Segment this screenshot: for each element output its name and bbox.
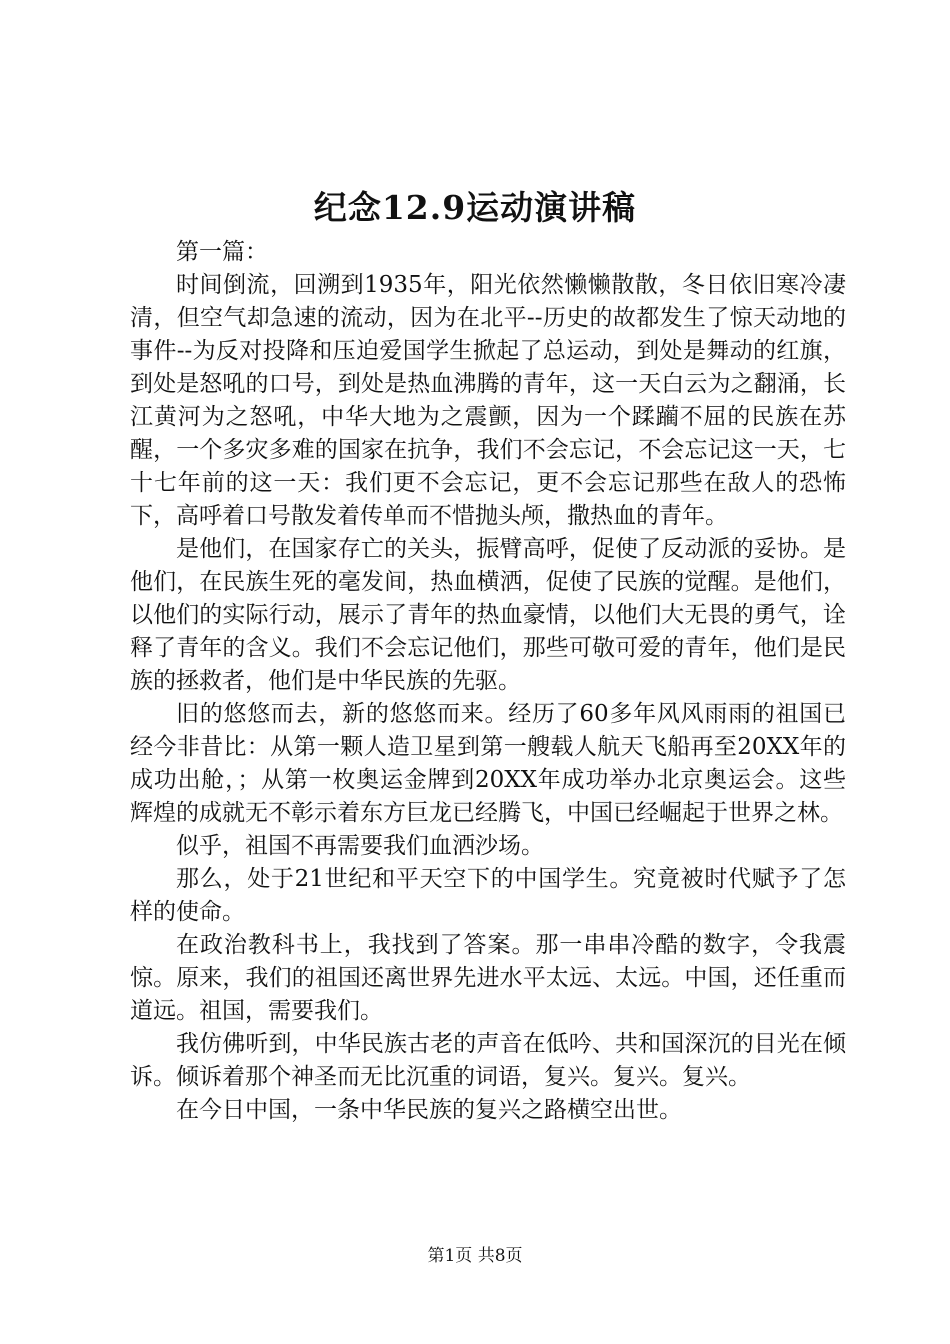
paragraph: 旧的悠悠而去，新的悠悠而来。经历了60多年风风雨雨的祖国已经今非昔比：从第一颗人造卫星到第一艘载人航天飞船再至20XX年的成功出舱，；从第一枚奥运金牌到20XX年成功举办北京奥运会。这些辉煌的成就无不彰示着东方巨龙已经腾飞，中国已经崛起于世界之林。 bbox=[130, 701, 846, 826]
document-title: 纪念12.9运动演讲稿 bbox=[313, 188, 637, 227]
paragraph: 我仿佛听到，中华民族古老的声音在低吟、共和国深沉的目光在倾诉。倾诉着那个神圣而无比沉重的词语，复兴。复兴。复兴。 bbox=[130, 1031, 846, 1090]
page-number-footer: 第1页 共8页 bbox=[427, 1246, 523, 1266]
paragraph: 似乎，祖国不再需要我们血洒沙场。 bbox=[176, 833, 544, 859]
paragraph: 是他们，在国家存亡的关头，振臂高呼，促使了反动派的妥协。是他们，在民族生死的毫发间，热血横洒，促使了民族的觉醒。是他们，以他们的实际行动，展示了青年的热血豪情，以他们大无畏的勇气，诠释了青年的含义。我们不会忘记他们，那些可敬可爱的青年，他们是民族的拯救者，他们是中华民族的先驱。 bbox=[130, 536, 846, 694]
paragraph: 在今日中国，一条中华民族的复兴之路横空出世。 bbox=[176, 1097, 682, 1123]
paragraph: 时间倒流，回溯到1935年，阳光依然懒懒散散，冬日依旧寒冷凄清，但空气却急速的流动，因为在北平--历史的故都发生了惊天动地的事件--为反对投降和压迫爱国学生掀起了总运动，到处是舞动的红旗，到处是怒吼的口号，到处是热血沸腾的青年，这一天白云为之翻涌，长江黄河为之怒吼，中华大地为之震颤，因为一个蹂躏不屈的民族在苏醒，一个多灾多难的国家在抗争，我们不会忘记，不会忘记这一天，七十七年前的这一天：我们更不会忘记，更不会忘记那些在敌人的恐怖下，高呼着口号散发着传单而不惜抛头颅，撒热血的青年。 bbox=[130, 272, 846, 529]
paragraph: 在政治教科书上，我找到了答案。那一串串冷酷的数字，令我震惊。原来，我们的祖国还离世界先进水平太远、太远。中国，还任重而道远。祖国，需要我们。 bbox=[130, 932, 846, 1024]
document-body bbox=[130, 236, 846, 1127]
paragraph: 第一篇： bbox=[176, 239, 268, 265]
paragraph: 那么，处于21世纪和平天空下的中国学生。究竟被时代赋予了怎样的使命。 bbox=[130, 866, 846, 925]
